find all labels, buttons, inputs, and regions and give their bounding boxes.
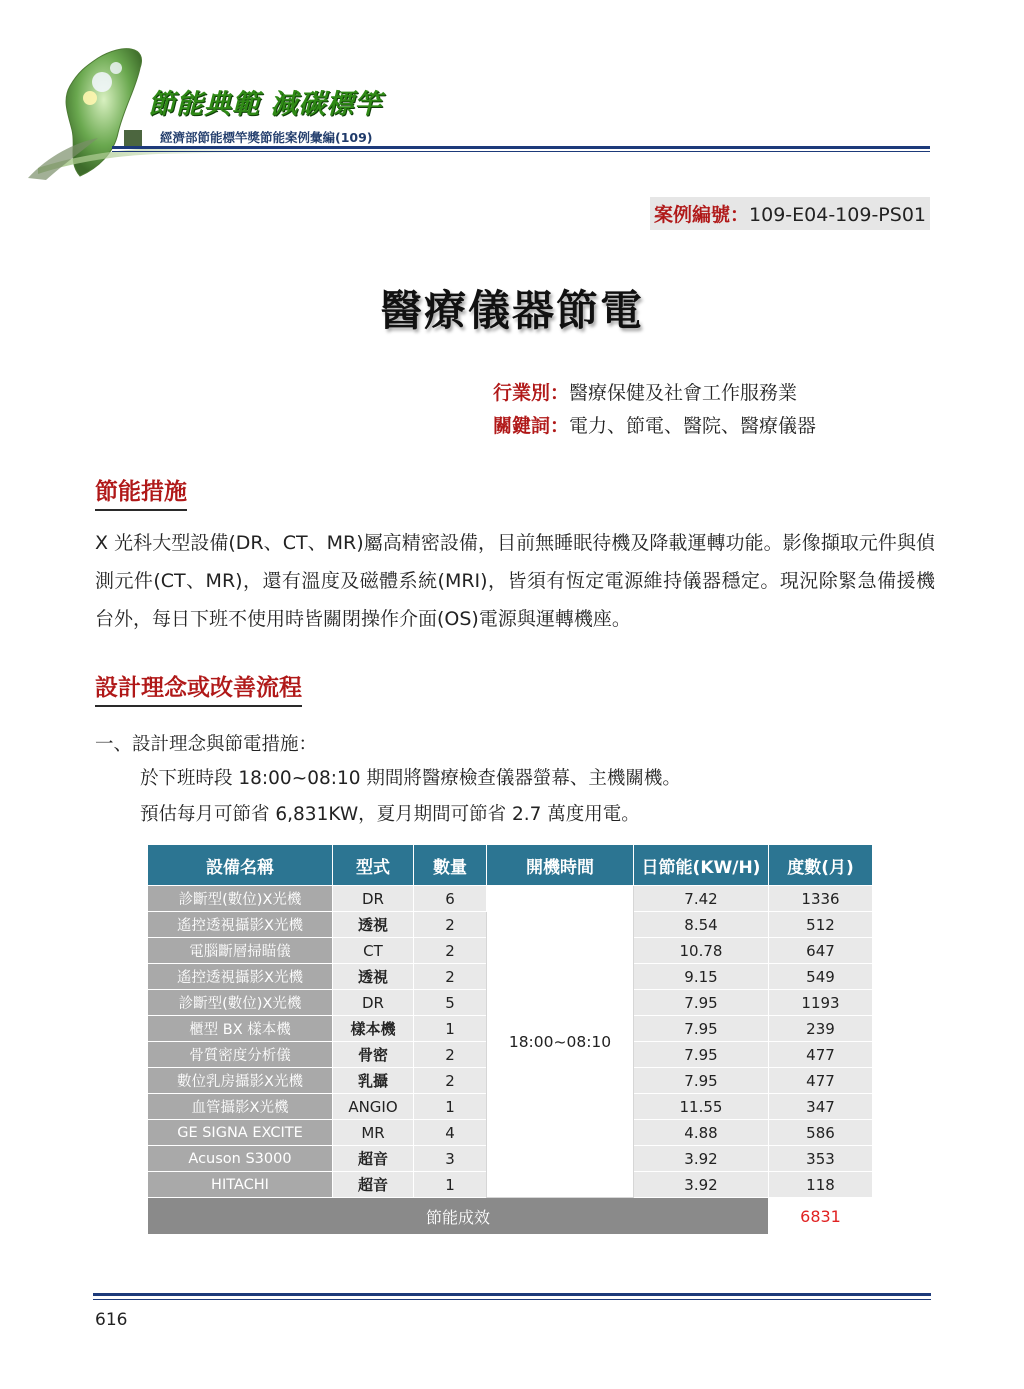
- table-body: [148, 886, 873, 1235]
- cell-daily-saving: 7.95: [634, 1042, 769, 1068]
- page-title: 醫療儀器節電: [379, 286, 644, 335]
- design-item-heading: 一、設計理念與節電措施：: [95, 734, 318, 755]
- column-header: 日節能(KW/H): [634, 845, 769, 886]
- section-heading-measures: 節能措施: [95, 473, 187, 511]
- table-header-row: [148, 845, 873, 886]
- cell-equipment-name: 診斷型(數位)X光機: [148, 990, 333, 1016]
- cell-quantity: 1: [414, 1016, 487, 1042]
- keywords-label: 關鍵詞：: [493, 415, 570, 437]
- footer-rule: [93, 1293, 931, 1300]
- cell-type: DR: [333, 886, 414, 912]
- cell-monthly-kwh: 118: [769, 1172, 873, 1198]
- cell-monthly-kwh: 647: [769, 938, 873, 964]
- cell-monthly-kwh: 239: [769, 1016, 873, 1042]
- cell-type: 透視: [333, 964, 414, 990]
- column-header: 開機時間: [487, 845, 634, 886]
- cell-daily-saving: 7.95: [634, 1016, 769, 1042]
- page-number: 616: [95, 1310, 128, 1330]
- cell-daily-saving: 7.95: [634, 990, 769, 1016]
- case-number-value: 109-E04-109-PS01: [749, 204, 926, 226]
- cell-equipment-name: 血管攝影X光機: [148, 1094, 333, 1120]
- cell-monthly-kwh: 512: [769, 912, 873, 938]
- measures-paragraph: X 光科大型設備(DR、CT、MR)屬高精密設備，目前無睡眠待機及降載運轉功能。影像擷取元件與偵測元件(CT、MR)，還有溫度及磁體系統(MRI)，皆須有恆定電源維持儀器穩定。現況除緊急備援機台外，每日下班不使用時皆關閉操作介面(OS)電源與運轉機座。: [95, 532, 935, 630]
- cell-type: MR: [333, 1120, 414, 1146]
- cell-equipment-name: 數位乳房攝影X光機: [148, 1068, 333, 1094]
- design-item-text: 預估每月可節省 6,831KW，夏月期間可節省 2.7 萬度用電。: [140, 804, 640, 825]
- cell-quantity: 2: [414, 1042, 487, 1068]
- cell-quantity: 5: [414, 990, 487, 1016]
- industry-label: 行業別：: [493, 382, 570, 404]
- cell-equipment-name: 遙控透視攝影X光機: [148, 912, 333, 938]
- cell-monthly-kwh: 477: [769, 1068, 873, 1094]
- cell-daily-saving: 7.95: [634, 1068, 769, 1094]
- cell-type: 樣本機: [333, 1016, 414, 1042]
- table-row: [148, 886, 873, 912]
- cell-monthly-kwh: 586: [769, 1120, 873, 1146]
- column-header: 設備名稱: [148, 845, 333, 886]
- cell-quantity: 2: [414, 912, 487, 938]
- logo-subtitle: 經濟部節能標竿獎節能案例彙編(109): [160, 130, 373, 145]
- cell-type: ANGIO: [333, 1094, 414, 1120]
- logo-title: 節能典範 減碳標竿: [148, 89, 383, 120]
- cell-equipment-name: 電腦斷層掃瞄儀: [148, 938, 333, 964]
- cell-equipment-name: GE SIGNA EXCITE: [148, 1120, 333, 1146]
- cell-quantity: 2: [414, 964, 487, 990]
- cell-equipment-name: Acuson S3000: [148, 1146, 333, 1172]
- cell-monthly-kwh: 477: [769, 1042, 873, 1068]
- header-rule: [112, 146, 930, 152]
- design-item-text: 於下班時段 18:00~08:10 期間將醫療檢查儀器螢幕、主機關機。: [140, 768, 681, 789]
- column-header: 型式: [333, 845, 414, 886]
- cell-monthly-kwh: 1336: [769, 886, 873, 912]
- case-number: [650, 197, 930, 230]
- keywords-row: [493, 411, 816, 438]
- equipment-table: [147, 844, 873, 1235]
- column-header: 數量: [414, 845, 487, 886]
- case-number-label: 案例編號：: [654, 204, 750, 226]
- cell-monthly-kwh: 549: [769, 964, 873, 990]
- cell-daily-saving: 4.88: [634, 1120, 769, 1146]
- cell-equipment-name: 骨質密度分析儀: [148, 1042, 333, 1068]
- cell-equipment-name: 遙控透視攝影X光機: [148, 964, 333, 990]
- cell-monthly-kwh: 347: [769, 1094, 873, 1120]
- cell-type: 超音: [333, 1146, 414, 1172]
- cell-daily-saving: 7.42: [634, 886, 769, 912]
- industry-value: 醫療保健及社會工作服務業: [569, 382, 798, 404]
- cell-equipment-name: 櫃型 BX 樣本機: [148, 1016, 333, 1042]
- footer-label: 節能成效: [148, 1198, 769, 1235]
- cell-type: CT: [333, 938, 414, 964]
- cell-equipment-name: HITACHI: [148, 1172, 333, 1198]
- cell-daily-saving: 3.92: [634, 1146, 769, 1172]
- cell-quantity: 2: [414, 1068, 487, 1094]
- column-header: 度數(月): [769, 845, 873, 886]
- section-heading-design: 設計理念或改善流程: [95, 669, 302, 707]
- cell-daily-saving: 10.78: [634, 938, 769, 964]
- cell-type: 乳攝: [333, 1068, 414, 1094]
- cell-quantity: 1: [414, 1172, 487, 1198]
- cell-type: 超音: [333, 1172, 414, 1198]
- cell-daily-saving: 3.92: [634, 1172, 769, 1198]
- cell-monthly-kwh: 353: [769, 1146, 873, 1172]
- cell-quantity: 4: [414, 1120, 487, 1146]
- cell-quantity: 6: [414, 886, 487, 912]
- cell-daily-saving: 9.15: [634, 964, 769, 990]
- cell-daily-saving: 11.55: [634, 1094, 769, 1120]
- cell-equipment-name: 診斷型(數位)X光機: [148, 886, 333, 912]
- cell-quantity: 3: [414, 1146, 487, 1172]
- cell-monthly-kwh: 1193: [769, 990, 873, 1016]
- cell-type: DR: [333, 990, 414, 1016]
- cell-quantity: 1: [414, 1094, 487, 1120]
- footer-total: 6831: [769, 1198, 873, 1235]
- cell-operating-time: 18:00~08:10: [487, 886, 634, 1198]
- keywords-value: 電力、節電、醫院、醫療儀器: [569, 415, 817, 437]
- cell-daily-saving: 8.54: [634, 912, 769, 938]
- cell-type: 透視: [333, 912, 414, 938]
- industry-row: [493, 378, 797, 405]
- cell-quantity: 2: [414, 938, 487, 964]
- table-footer-row: [148, 1198, 873, 1235]
- cell-type: 骨密: [333, 1042, 414, 1068]
